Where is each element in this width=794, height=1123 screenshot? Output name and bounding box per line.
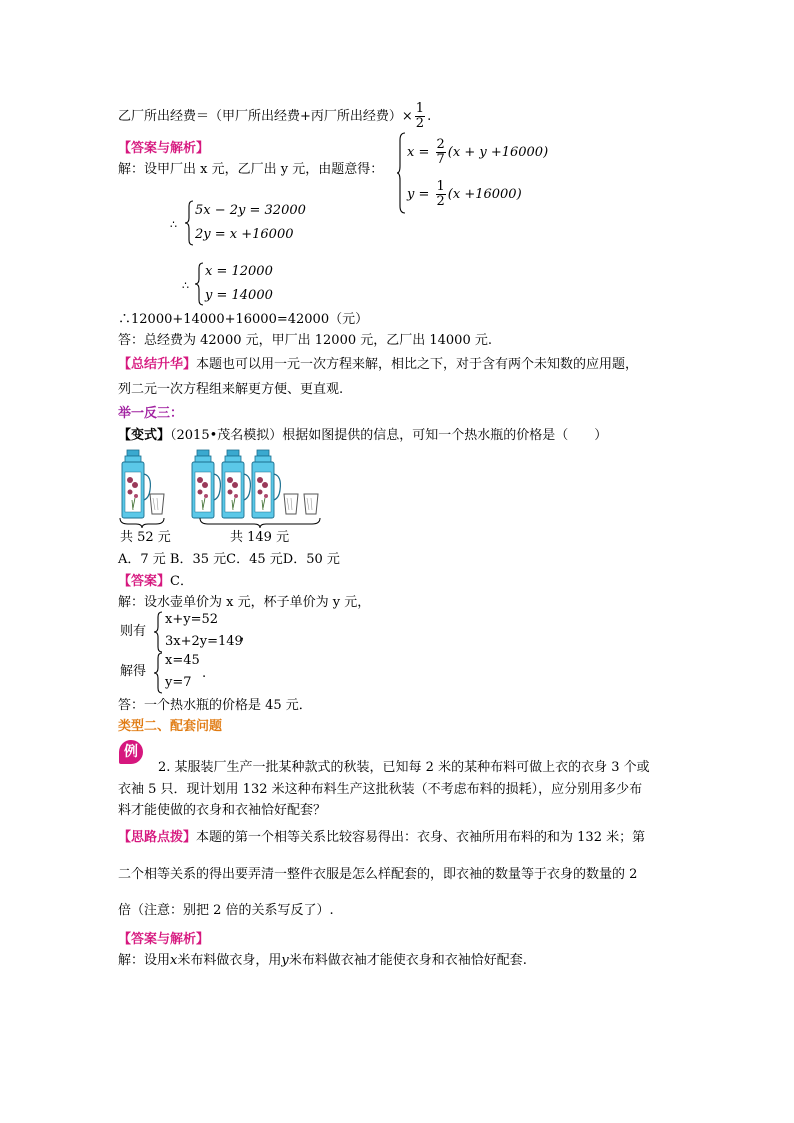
- period-2: .: [202, 666, 207, 681]
- answer-analysis-heading-2: 【答案与解析】: [118, 932, 210, 947]
- cup-2: [284, 494, 298, 514]
- example-line-2: 衣袖 5 只．现计划用 132 米这种布料生产这批秋装（不考虑布料的损耗），应分别用多少布: [118, 782, 643, 797]
- answer-2: 答：一个热水瓶的价格是 45 元．: [118, 698, 312, 713]
- solution-2-setup: 解：设水壶单价为 x 元，杯子单价为 y 元，: [118, 595, 371, 610]
- sum-line: ∴12000+14000+16000=42000（元）: [118, 312, 369, 327]
- eq1-lhs: x =: [407, 145, 430, 160]
- system-brace-4: [153, 611, 163, 653]
- hint-line-1: [118, 829, 645, 847]
- fraction-numerator: 1: [436, 179, 445, 194]
- answer-line: [118, 573, 193, 591]
- cost-relation-text: 乙厂所出经费＝（甲厂所出经费+丙厂所出经费）×: [118, 109, 413, 124]
- example-badge: [119, 740, 143, 764]
- answer-analysis-heading: 【答案与解析】: [118, 141, 210, 156]
- practice-heading: 举一反三：: [118, 406, 184, 421]
- bottle-4: [252, 450, 280, 518]
- summary-heading: 【总结升华】: [118, 357, 197, 372]
- system-2-eq2: 2y = x +16000: [195, 227, 294, 242]
- therefore-symbol-2: ∴: [182, 279, 189, 292]
- bottle-1: [122, 450, 150, 518]
- cost-relation-line: [118, 102, 431, 131]
- system-4-eq2: 3x+2y=149: [165, 634, 243, 649]
- answer-1: 答：总经费为 42000 元，甲厂出 12000 元，乙厂出 14000 元.: [118, 333, 492, 348]
- summary-line-2: 列二元一次方程组来解更方便、更直观.: [118, 382, 344, 397]
- final-solution-line: [118, 952, 527, 970]
- fraction-denominator: 2: [415, 116, 425, 131]
- system-3-eq1: x = 12000: [205, 264, 273, 279]
- bottle-2: [192, 450, 220, 518]
- variant-line: [118, 427, 607, 445]
- comma: ，: [240, 628, 254, 643]
- var-y: y: [281, 953, 289, 968]
- answer-heading: 【答案】: [118, 574, 171, 589]
- system-5-eq1: x=45: [165, 653, 200, 668]
- bottle-3: [222, 450, 250, 518]
- hint-line-2: 二个相等关系的得出要弄清一整件衣服是怎么样配套的，即衣袖的数量等于衣身的数量的 2: [118, 867, 638, 882]
- period: .: [427, 109, 432, 124]
- then-have-label: 则有: [120, 624, 147, 639]
- variant-heading: 【变式】: [118, 428, 171, 443]
- system-brace-2: [184, 200, 194, 246]
- right-total-label: 共 149 元: [230, 530, 290, 545]
- final-suffix: 米布料做衣袖才能使衣身和衣袖恰好配套.: [288, 953, 527, 968]
- left-total-label: 共 52 元: [120, 530, 171, 545]
- system-brace-1: [396, 132, 406, 214]
- one-half-fraction-2: [436, 180, 446, 209]
- eq2-lhs: y =: [407, 187, 430, 202]
- fraction-numerator: 2: [436, 137, 445, 152]
- fraction-denominator: 7: [436, 152, 445, 167]
- final-mid: 米布料做衣身，用: [177, 953, 282, 968]
- system-4-eq1: x+y=52: [165, 612, 219, 627]
- equation-2: [407, 180, 522, 209]
- cup-1: [150, 494, 164, 514]
- solution-setup: 解：设甲厂出 x 元，乙厂出 y 元，由题意得：: [118, 162, 384, 177]
- summary-line-1: [118, 356, 638, 374]
- system-brace-3: [194, 262, 204, 306]
- type-2-heading: 类型二、配套问题: [118, 719, 223, 734]
- variant-text: （2015•茂名模拟）根据如图提供的信息，可知一个热水瓶的价格是（ ）: [170, 428, 608, 443]
- cup-3: [304, 494, 318, 514]
- var-x: x: [170, 953, 178, 968]
- two-sevenths-fraction: [436, 138, 446, 167]
- therefore-symbol: ∴: [170, 218, 177, 231]
- solve-label: 解得: [120, 664, 147, 679]
- system-5-eq2: y=7: [165, 675, 192, 690]
- system-2-eq1: 5x − 2y = 32000: [195, 203, 306, 218]
- final-prefix: 解：设用: [118, 953, 171, 968]
- eq1-rhs: (x + y +16000): [447, 145, 549, 160]
- fraction-numerator: 1: [415, 101, 425, 116]
- hint-text-1: 本题的第一个相等关系比较容易得出：衣身、衣袖所用布料的和为 132 米；第: [196, 830, 646, 845]
- hint-line-3: 倍（注意：别把 2 倍的关系写反了）.: [118, 903, 334, 918]
- summary-text-1: 本题也可以用一元一次方程来解，相比之下，对于含有两个未知数的应用题，: [196, 357, 639, 372]
- system-3-eq2: y = 14000: [205, 288, 273, 303]
- answer-value: C．: [170, 574, 193, 589]
- equation-1: [407, 138, 548, 167]
- example-badge-label: 例: [124, 744, 138, 760]
- one-half-fraction: [415, 102, 425, 131]
- eq2-rhs: (x +16000): [447, 187, 522, 202]
- example-line-3: 料才能使做的衣身和衣袖恰好配套？: [118, 803, 327, 818]
- hint-heading: 【思路点拨】: [118, 830, 197, 845]
- example-line-1: 2. 某服装厂生产一批某种款式的秋装，已知每 2 米的某种布料可做上衣的衣身 3 个或: [158, 760, 650, 775]
- fraction-denominator: 2: [436, 194, 445, 209]
- answer-options: A．7 元 B．35 元C．45 元D．50 元: [118, 552, 340, 567]
- system-brace-5: [153, 652, 163, 694]
